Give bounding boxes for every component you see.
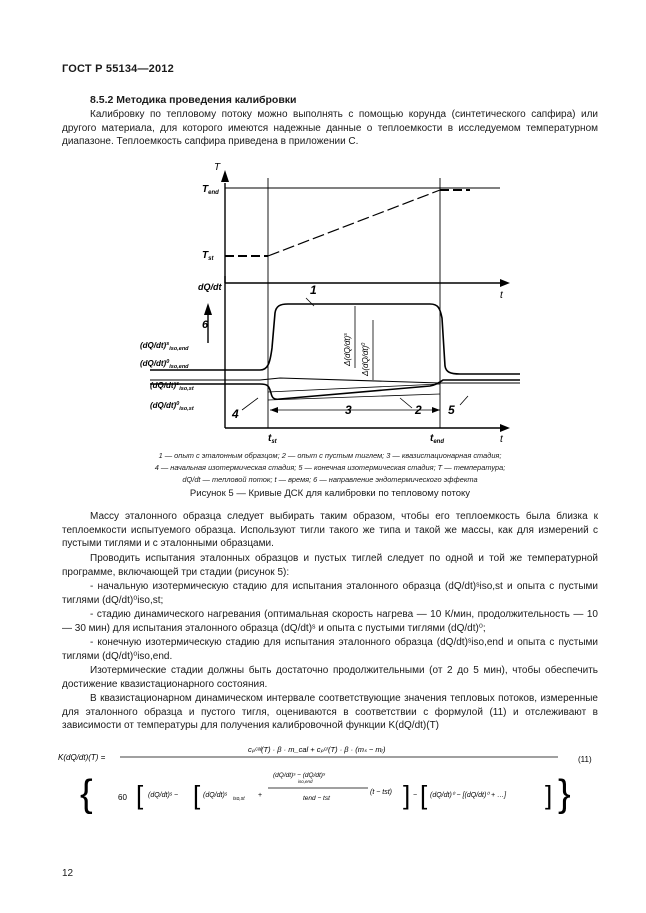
formula-lhs: K(dQ/dt)(T) = — [58, 753, 106, 762]
stage-3-arrow-right — [432, 407, 440, 413]
bracket-s-close: ] — [403, 780, 411, 810]
label-1: 1 — [310, 283, 317, 297]
endo-arrowhead — [204, 303, 212, 315]
delta-0-label: $\Delta(dQ/dt)^0$ — [361, 342, 370, 376]
s-dQdt: (dQ/dt)ˢ − — [148, 792, 179, 799]
leader-5 — [460, 396, 468, 405]
paragraph-isothermal-duration: Изотермические стадии должны быть достаточно продолжительными (от 2 до 5 мин), чтобы обеспечить достижение квазистационарного состояния. — [62, 665, 598, 690]
zero-dQdt: (dQ/dt)⁰ − [(dQ/dt)⁰ + …] — [430, 792, 507, 799]
formula-number: (11) — [578, 755, 592, 764]
t-end-label: $t_{end}$ — [430, 433, 445, 445]
leader-2 — [400, 398, 412, 408]
formula-60: 60 — [118, 793, 127, 802]
y-label-0-iso-st: $(dQ/dt)^0_{iso,st}$ — [150, 401, 194, 412]
T-axis-label: T — [214, 162, 221, 173]
y-label-s-iso-st: $(dQ/dt)^s_{iso,st}$ — [150, 381, 194, 392]
time-axis-top-arrow — [500, 279, 510, 287]
t-axis-top-label: t — [500, 290, 503, 301]
paragraph-test-program: Проводить испытания эталонных образцов и пустых тиглей следует по одной и той же температурной программе, включающей три стадии (рисунок 5): — [62, 553, 598, 578]
dQdt-axis-label: dQ/dt — [198, 282, 222, 292]
s-iso-st-sub: iso,st — [233, 796, 245, 802]
formula-numerator: cₚᶜᵃˡ(T) · β · m_cal + cₚᶜʳ(T) · β · (mₛ − mᵣ) — [248, 745, 386, 754]
s-diff-num: (dQ/dt)ˢ − (dQ/dt)ˢ — [273, 772, 326, 779]
label-3: 3 — [345, 403, 352, 417]
label-6: 6 — [202, 319, 209, 331]
dsc-calibration-figure — [140, 158, 520, 458]
bracket-s-inner-open: [ — [193, 780, 201, 810]
time-axis-bottom-arrow — [500, 424, 510, 432]
delta-s-label: $\Delta(dQ/dt)^s$ — [343, 332, 352, 366]
t-axis-bottom-label: t — [500, 434, 503, 445]
y-label-0-iso-end: $(dQ/dt)^0_{iso,end}$ — [140, 359, 189, 370]
s-diff-sub: iso,end — [298, 779, 313, 784]
s-time-denominator: tend − tst — [303, 795, 330, 802]
paragraph-quasi-stationary: В квазистационарном динамическом интервале соответствующие значения тепловых потоков, измеренные для эталонного образца и пустого тигля, оцениваются в соответствии с формулой (11) и отслеживают в зависимости от температуры для получения калибровочной функции K(dQ/dt)(T) — [62, 693, 598, 732]
intro-paragraph: Калибровку по тепловому потоку можно выполнять с помощью корунда (синтетического сапфира) или другого материала, для которого имеются надежные данные о теплоемкости в исследуемом температурном диапазоне. Теплоемкость сапфира приведена в приложении С. — [62, 109, 598, 148]
page-number: 12 — [62, 868, 74, 879]
bracket-s-open: [ — [136, 780, 144, 810]
T-start-label: $T_{st}$ — [202, 250, 214, 262]
minus-between-brackets: − — [413, 792, 418, 799]
bullet-dynamic-heating: - стадию динамического нагревания (оптимальная скорость нагрева — 10 К/мин, продолжительность — 10 — 30 мин) для испытания эталонного образца (dQ/dt)ˢ и опыта с пустыми тиглями (dQ/dt)⁰; — [62, 609, 598, 634]
temperature-ramp — [268, 190, 440, 256]
label-2: 2 — [415, 403, 422, 417]
big-brace-left: { — [80, 773, 93, 815]
paragraph-sample-mass: Массу эталонного образца следует выбирать таким образом, чтобы его теплоемкость была близка к теплоемкости испытуемого образца. Используют тигли такого же типа и такой же массы, как для измерений с пустыми тиглями и с эталонными образцами. — [62, 511, 598, 550]
s-plus: + — [258, 792, 263, 799]
label-4: 4 — [232, 407, 239, 421]
figure-legend-line-3: dQ/dt — тепловой поток; t — время; 6 — направление эндотермического эффекта — [182, 475, 478, 484]
figure-legend-line-2: 4 — начальная изотермическая стадия; 5 — конечная изотермическая стадия; T — температура; — [154, 463, 506, 472]
T-axis-arrow — [221, 170, 229, 182]
s-time-factor: (t − tst) — [370, 789, 392, 796]
figure-caption: Рисунок 5 — Кривые ДСК для калибровки по тепловому потоку — [189, 488, 471, 499]
section-title: 8.5.2 Методика проведения калибровки — [90, 94, 297, 106]
quasi-stationary-lower — [268, 394, 440, 400]
document-id: ГОСТ Р 55134—2012 — [62, 63, 174, 75]
big-brace-right: } — [558, 773, 571, 815]
t-start-label: $t_{st}$ — [268, 433, 277, 445]
bullet-initial-isothermal: - начальную изотермическую стадию для испытания эталонного образца (dQ/dt)ˢiso,st и опыта с пустыми тиглями (dQ/dt)⁰iso,st; — [62, 581, 598, 606]
figure-legend-line-1: 1 — опыт с эталонным образцом; 2 — опыт с пустым тиглем; 3 — квазистационарная стадия; — [158, 451, 502, 460]
formula-11 — [58, 742, 606, 828]
bracket-0-close: ] — [545, 780, 553, 810]
s-iso-st: (dQ/dt)ˢ — [203, 792, 228, 799]
bullet-final-isothermal: - конечную изотермическую стадию для испытания эталонного образца (dQ/dt)ˢiso,end и опыта с пустыми тиглями (dQ/dt)⁰iso,end. — [62, 637, 598, 662]
bracket-0-open: [ — [420, 780, 428, 810]
y-label-s-iso-end: $(dQ/dt)^s_{iso,end}$ — [140, 341, 189, 352]
label-5: 5 — [448, 403, 455, 417]
stage-3-arrow-left — [270, 407, 278, 413]
leader-4 — [242, 398, 258, 410]
T-end-label: $T_{end}$ — [202, 184, 219, 196]
